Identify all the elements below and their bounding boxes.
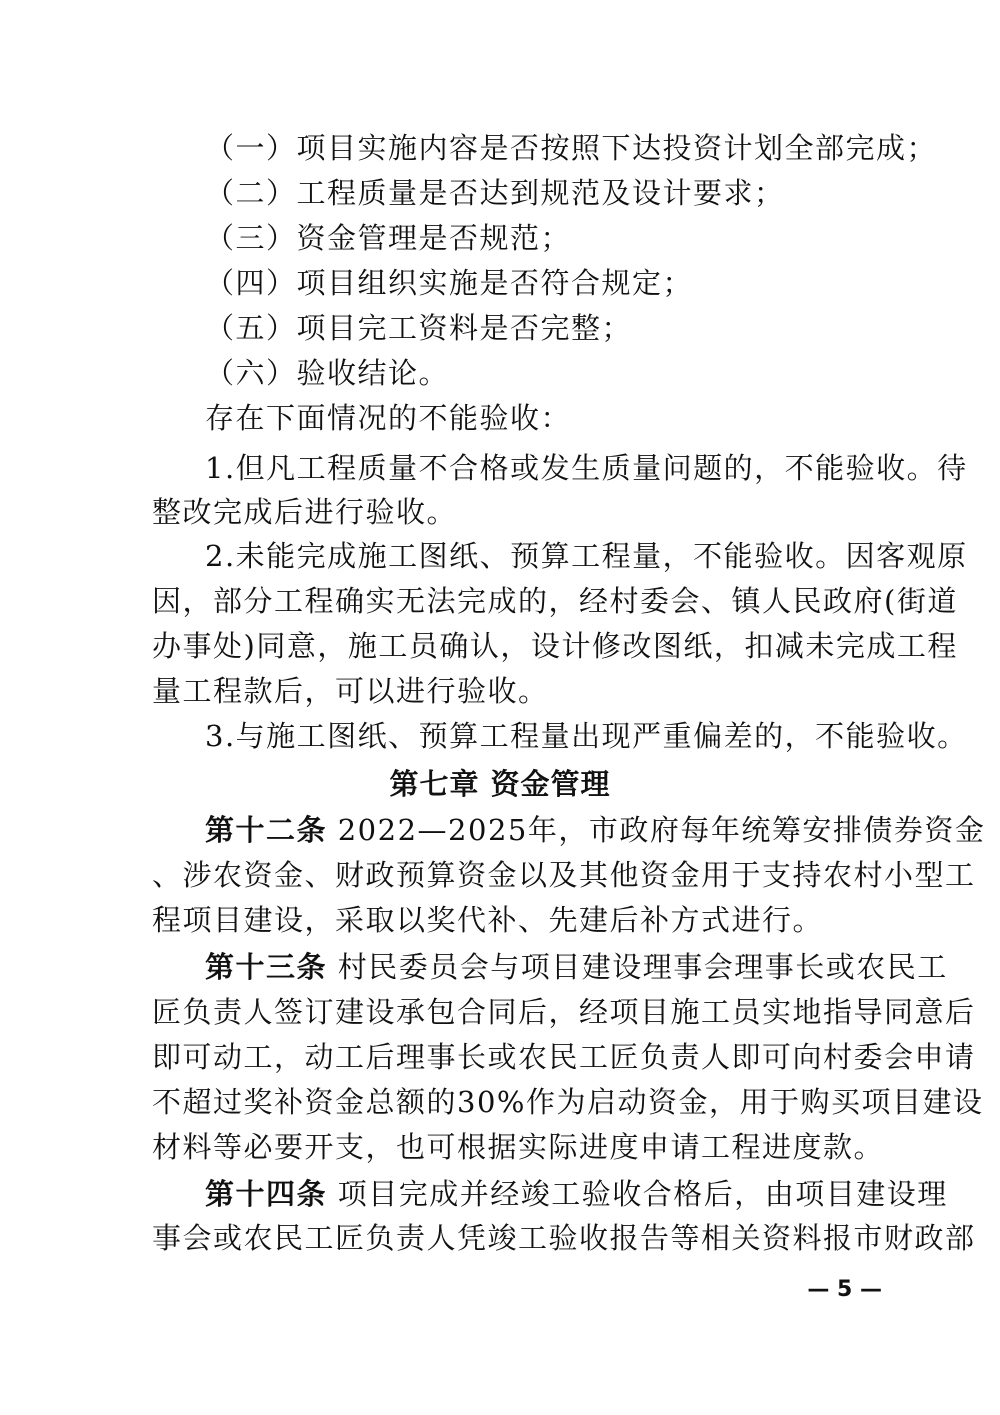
article-12-text: 2022—2025年，市政府每年统筹安排债券资金 <box>327 813 986 847</box>
article-13-line-5: 材料等必要开支，也可根据实际进度申请工程进度款。 <box>152 1130 885 1164</box>
page-number: — 5 — <box>807 1277 882 1302</box>
criteria-item-6: （六）验收结论。 <box>205 356 450 390</box>
rejection-intro: 存在下面情况的不能验收： <box>205 401 572 435</box>
article-13-label: 第十三条 <box>205 950 328 984</box>
rejection-item-2-line-2: 因，部分工程确实无法完成的，经村委会、镇人民政府(街道 <box>152 584 958 618</box>
rejection-item-1-line-1: 1.但凡工程质量不合格或发生质量问题的，不能验收。待 <box>205 451 968 485</box>
criteria-item-3: （三）资金管理是否规范； <box>205 221 572 255</box>
article-12-line-1 <box>205 808 1000 852</box>
article-14-line-1 <box>205 1172 1000 1216</box>
criteria-item-2: （二）工程质量是否达到规范及设计要求； <box>205 176 785 210</box>
article-13-line-3: 即可动工，动工后理事长或农民工匠负责人即可向村委会申请 <box>152 1040 976 1074</box>
article-13-text: 村民委员会与项目建设理事会理事长或农民工 <box>327 950 948 984</box>
criteria-item-1: （一）项目实施内容是否按照下达投资计划全部完成； <box>205 131 938 165</box>
criteria-item-4: （四）项目组织实施是否符合规定； <box>205 266 694 300</box>
article-12-label: 第十二条 <box>205 813 328 847</box>
rejection-item-2-line-3: 办事处)同意，施工员确认，设计修改图纸，扣减未完成工程 <box>152 629 958 663</box>
article-13-line-4: 不超过奖补资金总额的30%作为启动资金，用于购买项目建设 <box>152 1085 984 1119</box>
rejection-item-2-line-4: 量工程款后，可以进行验收。 <box>152 674 549 708</box>
article-13-line-1 <box>205 945 1000 989</box>
article-13-line-2: 匠负责人签订建设承包合同后，经项目施工员实地指导同意后 <box>152 995 976 1029</box>
rejection-item-3: 3.与施工图纸、预算工程量出现严重偏差的，不能验收。 <box>205 719 968 753</box>
criteria-item-5: （五）项目完工资料是否完整； <box>205 311 633 345</box>
chapter-heading: 第七章 资金管理 <box>389 767 611 801</box>
article-14-text: 项目完成并经竣工验收合格后，由项目建设理 <box>327 1177 948 1211</box>
article-14-line-2: 事会或农民工匠负责人凭竣工验收报告等相关资料报市财政部 <box>152 1221 976 1255</box>
rejection-item-1-line-2: 整改完成后进行验收。 <box>152 495 458 529</box>
article-14-label: 第十四条 <box>205 1177 328 1211</box>
rejection-item-2-line-1: 2.未能完成施工图纸、预算工程量，不能验收。因客观原 <box>205 539 968 573</box>
article-12-line-2: 、涉农资金、财政预算资金以及其他资金用于支持农村小型工 <box>152 858 976 892</box>
article-12-line-3: 程项目建设，采取以奖代补、先建后补方式进行。 <box>152 903 824 937</box>
